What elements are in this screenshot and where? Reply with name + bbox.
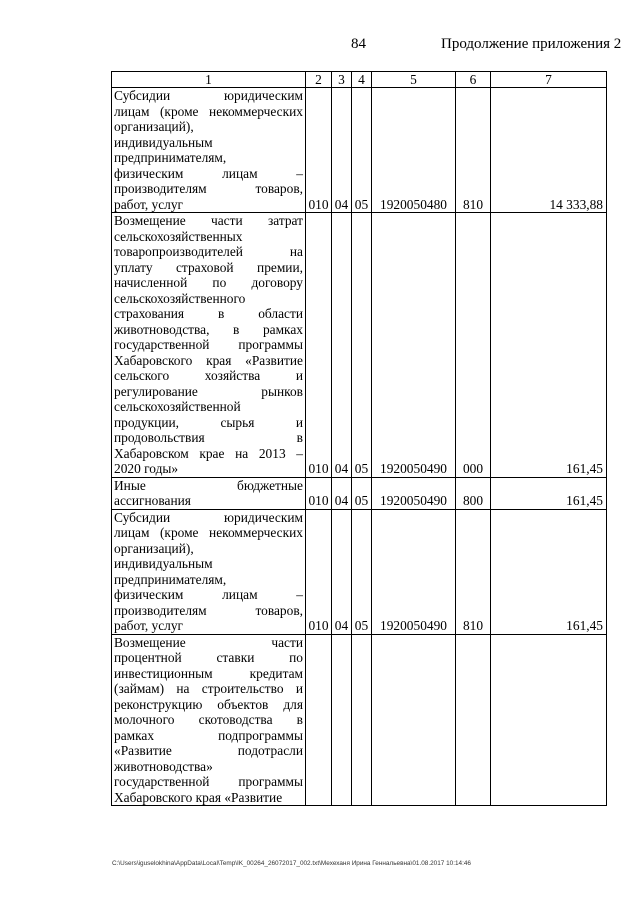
cell-col-4: 05 <box>352 88 372 213</box>
row-name-line: животноводства» <box>114 758 213 774</box>
row-name-line: организаций), <box>114 119 194 134</box>
row-name-line: физическим лицам – <box>114 165 303 181</box>
row-name-line: страхования в области <box>114 306 303 321</box>
row-name-line: сельскохозяйственного <box>114 290 246 306</box>
column-header: 4 <box>352 72 372 88</box>
cell-col-7: 14 333,88 <box>491 88 607 213</box>
row-name-line: сельскохозяйственной <box>114 399 241 414</box>
row-name-line: Субсидии юридическим <box>114 509 303 525</box>
cell-col-5: 1920050480 <box>372 88 456 213</box>
row-name-line: реконструкцию объектов для <box>114 696 303 712</box>
table-header-row <box>112 72 607 88</box>
cell-col-2: 010 <box>306 88 332 213</box>
cell-col-2: 010 <box>306 477 332 509</box>
row-name-line: производителям товаров, <box>114 602 303 618</box>
row-name-line: Иные бюджетные <box>114 477 303 493</box>
page-number: 84 <box>351 36 366 52</box>
cell-col-7: 161,45 <box>491 509 607 634</box>
cell-col-3 <box>332 634 352 806</box>
row-name-line: государственной программы <box>114 337 303 352</box>
continuation-note: Продолжение приложения 2 <box>441 36 622 52</box>
cell-col-5 <box>372 634 456 806</box>
row-name <box>112 634 306 806</box>
row-name-line: Возмещение части <box>114 634 303 650</box>
row-name-line: продовольствия в <box>114 430 303 445</box>
table-row <box>112 213 607 478</box>
row-name-line: организаций), <box>114 540 194 556</box>
row-name-line: процентной ставки по <box>114 650 303 665</box>
cell-col-6: 810 <box>456 88 491 213</box>
row-name-line: ассигнования <box>114 493 191 508</box>
row-name-line: индивидуальным <box>114 134 213 150</box>
cell-col-3: 04 <box>332 509 352 634</box>
cell-col-6: 810 <box>456 509 491 634</box>
row-name-line: Возмещение части затрат <box>114 213 303 228</box>
budget-table <box>111 71 607 806</box>
cell-col-5: 1920050490 <box>372 477 456 509</box>
cell-col-6: 000 <box>456 213 491 478</box>
row-name-line: продукции, сырья и <box>114 414 303 430</box>
file-path-footer: C:\Users\iguselokhina\AppData\Local\Temp\IK_00264_26072017_002.txt\Мехеханя Ирина Геннальевна\01.08.2017 10:14:46 <box>112 860 471 867</box>
row-name-line: животноводства, в рамках <box>114 321 303 337</box>
cell-col-4: 05 <box>352 509 372 634</box>
cell-col-2: 010 <box>306 509 332 634</box>
row-name-line: работ, услуг <box>114 196 184 212</box>
cell-col-3: 04 <box>332 88 352 213</box>
table-row <box>112 634 607 806</box>
row-name <box>112 88 306 213</box>
row-name-line: индивидуальным <box>114 556 213 571</box>
row-name-line: производителям товаров, <box>114 181 303 196</box>
row-name-line: Хабаровского края «Развитие <box>114 352 303 368</box>
cell-col-3: 04 <box>332 213 352 478</box>
column-header: 3 <box>332 72 352 88</box>
cell-col-6: 800 <box>456 477 491 509</box>
cell-col-4: 05 <box>352 477 372 509</box>
table-row <box>112 477 607 509</box>
row-name-line: сельскохозяйственных <box>114 228 243 244</box>
table-row <box>112 509 607 634</box>
row-name-line: (займам) на строительство и <box>114 681 303 696</box>
row-name-line: товаропроизводителей на <box>114 244 303 259</box>
cell-col-7 <box>491 634 607 806</box>
row-name-line: государственной программы <box>114 774 303 789</box>
row-name-line: Хабаровском крае на 2013 – <box>114 445 303 461</box>
cell-col-5: 1920050490 <box>372 213 456 478</box>
cell-col-2: 010 <box>306 213 332 478</box>
cell-col-2 <box>306 634 332 806</box>
row-name-line: 2020 годы» <box>114 461 179 476</box>
row-name-line: лицам (кроме некоммерческих <box>114 103 303 119</box>
row-name-line: регулирование рынков <box>114 383 303 399</box>
column-header: 6 <box>456 72 491 88</box>
row-name-line: инвестиционным кредитам <box>114 665 303 681</box>
row-name-line: сельского хозяйства и <box>114 368 303 383</box>
row-name-line: начисленной по договору <box>114 275 303 290</box>
row-name-line: молочного скотоводства в <box>114 712 303 727</box>
cell-col-3: 04 <box>332 477 352 509</box>
row-name <box>112 213 306 478</box>
column-header: 5 <box>372 72 456 88</box>
row-name-line: физическим лицам – <box>114 587 303 602</box>
row-name-line: предпринимателям, <box>114 150 227 165</box>
cell-col-7: 161,45 <box>491 477 607 509</box>
row-name-line: Хабаровского края «Развитие <box>114 789 283 805</box>
column-header: 2 <box>306 72 332 88</box>
row-name-line: предпринимателям, <box>114 571 227 587</box>
cell-col-5: 1920050490 <box>372 509 456 634</box>
cell-col-7: 161,45 <box>491 213 607 478</box>
row-name-line: работ, услуг <box>114 618 184 633</box>
cell-col-4 <box>352 634 372 806</box>
row-name <box>112 477 306 509</box>
table-row <box>112 88 607 213</box>
row-name-line: уплату страховой премии, <box>114 259 303 275</box>
column-header: 7 <box>491 72 607 88</box>
row-name-line: «Развитие подотрасли <box>114 743 303 758</box>
cell-col-6 <box>456 634 491 806</box>
row-name <box>112 509 306 634</box>
row-name-line: лицам (кроме некоммерческих <box>114 525 303 540</box>
row-name-line: рамках подпрограммы <box>114 727 303 743</box>
row-name-line: Субсидии юридическим <box>114 88 303 103</box>
cell-col-4: 05 <box>352 213 372 478</box>
column-header: 1 <box>112 72 306 88</box>
